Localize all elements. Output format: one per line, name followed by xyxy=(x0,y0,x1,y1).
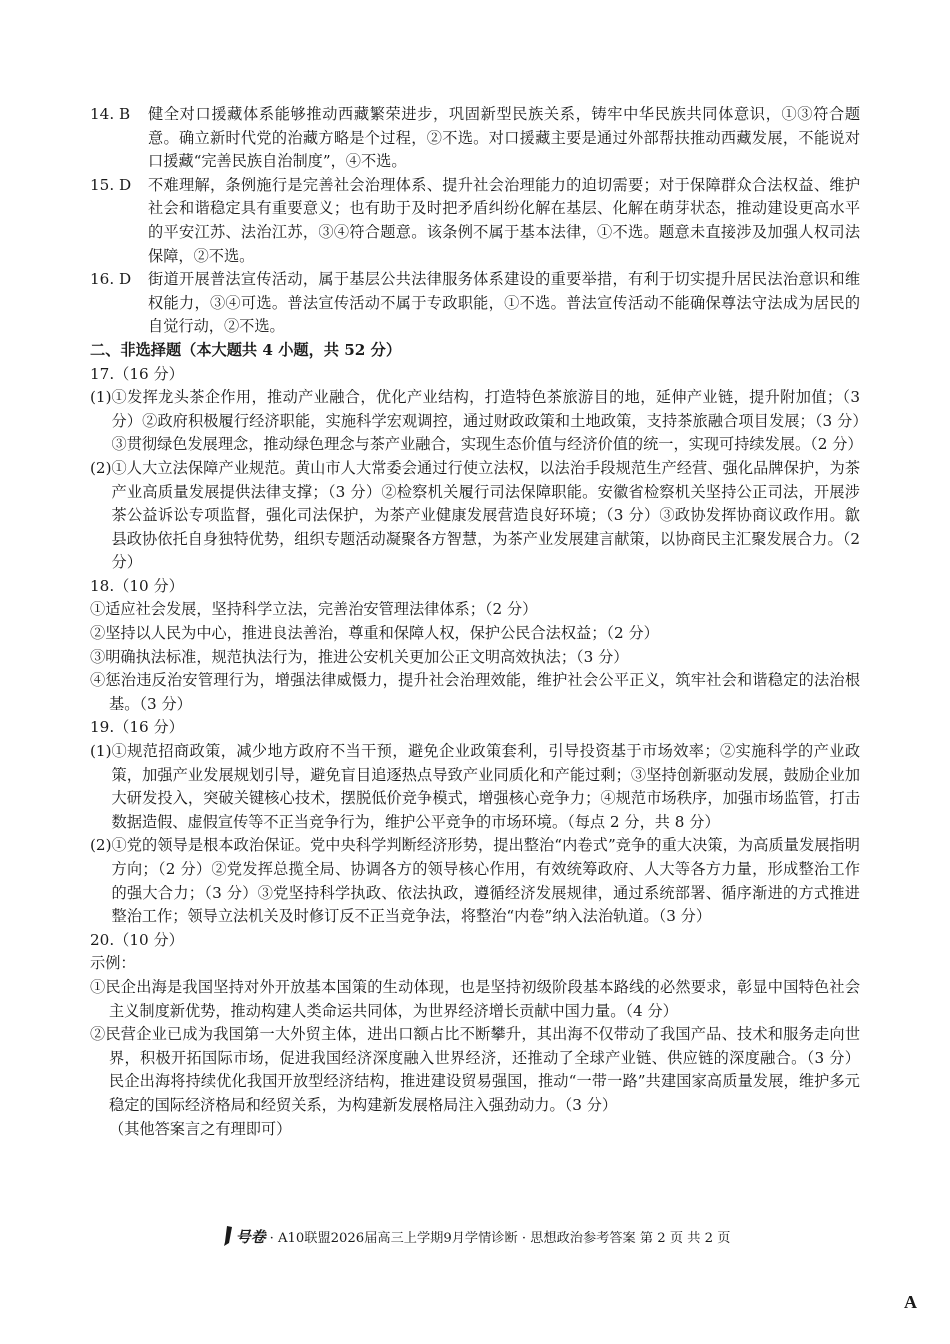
q18-item-4: ④惩治违反治安管理行为，增强法律威慑力，提升社会治理效能，维护社会公平正义，筑牢社会和谐稳定的法治根基。（3 分） xyxy=(90,671,860,713)
brand-logo xyxy=(220,1225,266,1247)
q18-item-1: ①适应社会发展，坚持科学立法，完善治安管理法律体系；（2 分） xyxy=(90,600,538,619)
q20-note: （其他答案言之有理即可） xyxy=(109,1119,292,1138)
footer-text: · A10联盟2026届高三上学期9月学情诊断 · 思想政治参考答案 第 2 页 共 2 页 xyxy=(269,1230,731,1246)
part-text: ①党的领导是根本政治保证。党中央科学判断经济形势，提出整治“内卷式”竞争的重大决策，为高质量发展指明方向；（2 分）②党发挥总揽全局、协调各方的领导核心作用，有效统筹政府、人大等各方力量，形成整治工作的强大合力；（3 分）③党坚持科学执政、依法执政，遵循经济发展规律，通过系统部署、循序渐进的方式推进整治工作；领导立法机关及时修订反不正当竞争法，将整治“内卷”纳入法治轨道。（3 分） xyxy=(111,836,860,926)
q17-part-2 xyxy=(90,457,860,575)
version-mark: A xyxy=(904,1292,917,1312)
brand-name: 号卷 xyxy=(235,1227,266,1246)
q20-item-2: ②民营企业已成为我国第一大外贸主体，进出口额占比不断攀升，其出海不仅带动了我国产品、技术和服务走向世界，积极开拓国际市场，促进我国经济深度融入世界经济，还推动了全球产业链、供应链的深度融合。（3 分）民企出海将持续优化我国开放型经济结构，推进建设贸易强国，推动“一带一路”共建国家高质量发展，维护多元稳定的国际经济格局和经贸关系，为构建新发展格局注入强劲动力。（3 分） xyxy=(90,1025,860,1114)
question-number: 14. xyxy=(90,105,115,123)
part-label: (1) xyxy=(90,742,112,761)
q20-item-1: ①民企出海是我国坚持对外开放基本国策的生动体现，也是坚持初级阶段基本路线的必然要求，彰显中国特色社会主义制度新优势，推动构建人类命运共同体，为世界经济增长贡献中国力量。（4 分） xyxy=(90,977,860,1020)
q19-part-2 xyxy=(90,834,860,928)
answer-explanation: 健全对口援藏体系能够推动西藏繁荣进步，巩固新型民族关系，铸牢中华民族共同体意识，①③符合题意。确立新时代党的治藏方略是个过程，②不选。对口援藏主要是通过外部帮扶推动西藏发展，不能说对口援藏“完善民族自治制度”，④不选。 xyxy=(148,105,860,171)
part-label: (2) xyxy=(90,836,112,855)
q18-item-2: ②坚持以人民为中心，推进良法善治，尊重和保障人权，保护公民合法权益；（2 分） xyxy=(90,624,659,643)
section-title: 二、非选择题（本大题共 4 小题，共 52 分） xyxy=(90,340,402,359)
page-footer xyxy=(0,1225,950,1247)
answer-explanation: 不难理解，条例施行是完善社会治理体系、提升社会治理能力的迫切需要；对于保障群众合法权益、维护社会和谐稳定具有重要意义；也有助于及时把矛盾纠纷化解在基层、化解在萌芽状态，推动建设更高水平的平安江苏、法治江苏，③④符合题意。该条例不属于基本法律，①不选。题意未直接涉及加强人权司法保障，②不选。 xyxy=(148,175,860,265)
q17-header: 17.（16 分） xyxy=(90,364,184,383)
answer-content xyxy=(90,103,863,1141)
part-text: ①发挥龙头茶企作用，推动产业融合，优化产业结构，打造特色茶旅游目的地，延伸产业链，提升附加值；（3 分）②政府积极履行经济职能，实施科学宏观调控，通过财政政策和土地政策，支持茶旅融合项目发展；（3 分）③贯彻绿色发展理念，推动绿色理念与茶产业融合，实现生态价值与经济价值的统一，实现可持续发展。（2 分） xyxy=(111,388,863,454)
brand-mark-icon xyxy=(220,1225,234,1247)
q18-item-3: ③明确执法标准，规范执法行为，推进公安机关更加公正文明高效执法；（3 分） xyxy=(90,647,629,666)
answer-letter: D xyxy=(118,175,132,194)
q20-header: 20.（10 分） xyxy=(90,930,184,949)
part-text: ①规范招商政策，减少地方政府不当干预，避免企业政策套利，引导投资基于市场效率；②实施科学的产业政策，加强产业发展规划引导，避免盲目追逐热点导致产业同质化和产能过剩；③坚持创新驱动发展，鼓励企业加大研发投入，突破关键核心技术，摆脱低价竞争模式，增强核心竞争力；④规范市场秩序，加强市场监管，打击数据造假、虚假宣传等不正当竞争行为，维护公平竞争的市场环境。（每点 2 分，共 8 分） xyxy=(111,742,860,831)
q19-part-1 xyxy=(90,740,860,834)
answer-explanation: 街道开展普法宣传活动，属于基层公共法律服务体系建设的重要举措，有利于切实提升居民法治意识和维权能力，③④可选。普法宣传活动不属于专政职能，①不选。普法宣传活动不能确保尊法守法成为居民的自觉行动，②不选。 xyxy=(148,270,860,336)
q19-header: 19.（16 分） xyxy=(90,718,184,737)
question-number: 16. xyxy=(90,270,115,289)
part-label: (2) xyxy=(90,458,112,477)
mc-answer-15 xyxy=(90,174,860,268)
q18-header: 18.（10 分） xyxy=(90,576,184,595)
question-number: 15. xyxy=(90,175,115,194)
mc-answer-16 xyxy=(90,268,860,339)
answer-letter: D xyxy=(118,270,132,289)
q20-example-label: 示例： xyxy=(90,954,136,973)
answer-letter: B xyxy=(118,105,131,123)
mc-answer-14 xyxy=(90,103,860,174)
q17-part-1 xyxy=(90,386,863,457)
part-text: ①人大立法保障产业规范。黄山市人大常委会通过行使立法权，以法治手段规范生产经营、强化品牌保护，为茶产业高质量发展提供法律支撑；（3 分）②检察机关履行司法保障职能。安徽省检察机关坚持公正司法，开展涉茶公益诉讼专项监督，强化司法保护，为茶产业健康发展营造良好环境；（3 分）③政协发挥协商议政作用。歙县政协依托自身独特优势，组织专题活动凝聚各方智慧，为茶产业发展建言献策，以协商民主汇聚发展合力。（2 分） xyxy=(111,458,860,572)
part-label: (1) xyxy=(90,388,112,407)
